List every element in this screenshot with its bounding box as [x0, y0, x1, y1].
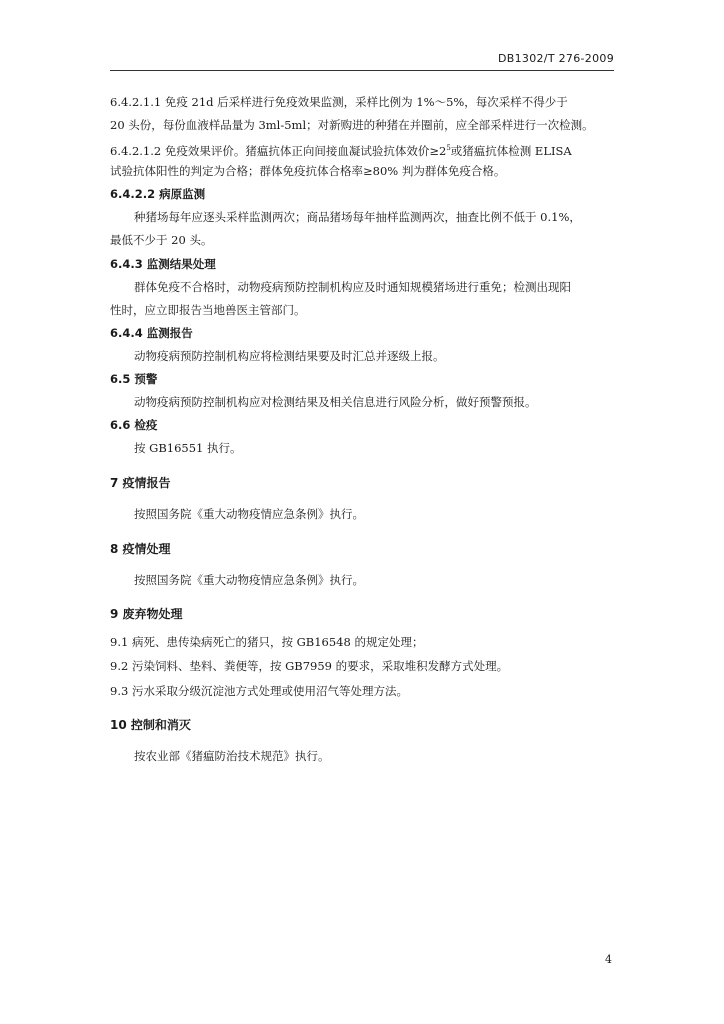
paragraph-line: 按照国务院《重大动物疫情应急条例》执行。: [134, 573, 364, 587]
paragraph-line: 种猪场每年应逐头采样监测两次；商品猪场每年抽样监测两次，抽查比例不低于 0.1%，: [134, 210, 581, 224]
section-heading: 6.6 检疫: [110, 418, 158, 432]
paragraph-line: [110, 140, 572, 159]
section-heading: 6.4.4 监测报告: [110, 326, 193, 340]
paragraph-line: 群体免疫不合格时，动物疫病预防控制机构应及时通知规模猪场进行重免；检测出现阳: [134, 280, 571, 294]
list-item: 9.2 污染饲料、垫料、粪便等，按 GB7959 的要求，采取堆积发酵方式处理。: [110, 659, 509, 673]
paragraph-line: 按 GB16551 执行。: [134, 441, 242, 455]
list-item: 9.3 污水采取分级沉淀池方式处理或使用沼气等处理方法。: [110, 684, 408, 698]
paragraph-line: 性时，应立即报告当地兽医主管部门。: [110, 303, 306, 317]
paragraph-line: 试验抗体阳性的判定为合格；群体免疫抗体合格率≥80% 判为群体免疫合格。: [110, 164, 506, 178]
superscript: 5: [446, 144, 451, 152]
page-number: 4: [605, 953, 612, 966]
list-item: 9.1 病死、患传染病死亡的猪只，按 GB16548 的规定处理；: [110, 635, 424, 649]
paragraph-line: 最低不少于 20 头。: [110, 233, 213, 247]
paragraph-line: 动物疫病预防控制机构应将检测结果要及时汇总并逐级上报。: [134, 349, 445, 363]
chapter-heading: 9 废弃物处理: [110, 607, 183, 621]
section-heading: 6.4.2.2 病原监测: [110, 187, 206, 201]
chapter-heading: 10 控制和消灭: [110, 718, 191, 732]
section-heading: 6.4.3 监测结果处理: [110, 257, 216, 271]
paragraph-text: 或猪瘟抗体检测 ELISA: [450, 143, 572, 158]
paragraph-line: 动物疫病预防控制机构应对检测结果及相关信息进行风险分析，做好预警预报。: [134, 395, 537, 409]
paragraph-line: 按农业部《猪瘟防治技术规范》执行。: [134, 749, 330, 763]
paragraph-text: 6.4.2.1.2 免疫效果评价。猪瘟抗体正向间接血凝试验抗体效价≥2: [110, 143, 447, 158]
paragraph-line: 6.4.2.1.1 免疫 21d 后采样进行免疫效果监测，采样比例为 1%～5%，每次采样不得少于: [110, 95, 568, 109]
paragraph-line: 20 头份，每份血液样品量为 3ml-5ml；对新购进的种猪在并圈前，应全部采样进行一次检测。: [110, 118, 594, 132]
header-rule: [110, 70, 614, 71]
paragraph-line: 按照国务院《重大动物疫情应急条例》执行。: [134, 507, 364, 521]
section-heading: 6.5 预警: [110, 372, 158, 386]
document-code: DB1302/T 276-2009: [498, 52, 614, 65]
chapter-heading: 8 疫情处理: [110, 542, 171, 556]
chapter-heading: 7 疫情报告: [110, 476, 171, 490]
